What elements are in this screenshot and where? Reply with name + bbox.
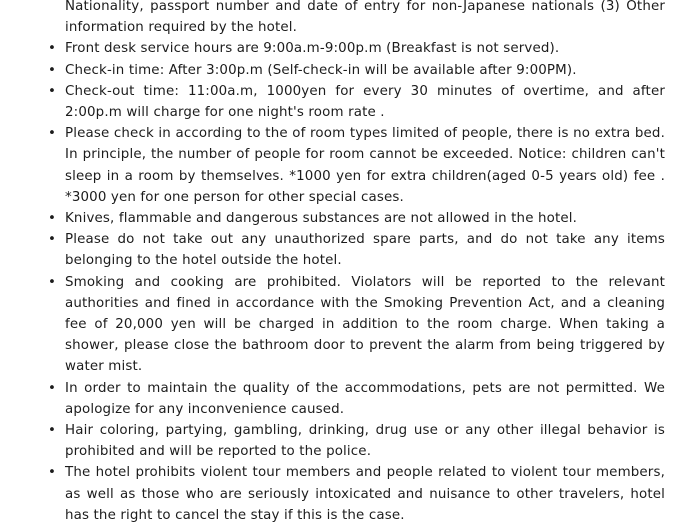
rule-item-pets <box>0 378 700 420</box>
rule-item-check-out <box>0 81 700 123</box>
rule-text: Hair coloring, partying, gambling, drinking, drug use or any other illegal behavior is prohibited and will be reported to the police. <box>65 423 665 460</box>
rule-text: Nationality, passport number and date of entry for non-Japanese nationals (3) Other information required by the hotel. <box>65 0 665 36</box>
rule-text: Smoking and cooking are prohibited. Violators will be reported to the relevant authorities and fined in accordance with the Smoking Prevention Act, and a cleaning fee of 20,000 yen will be charged in addition to the room charge. When taking a shower, please close the bathroom door to prevent the alarm from being triggered by water mist. <box>65 274 665 375</box>
rule-item-dangerous-items <box>0 208 700 229</box>
bullet-icon: • <box>47 126 57 142</box>
rule-text: Please check in according to the of room types limited of people, there is no extra bed. In principle, the number of people for room cannot be exceeded. Notice: children can't sleep in a room by themselves. *1000 yen for extra children(aged 0-5 years old) fee . *3000 yen for one person for other special cases. <box>65 126 665 205</box>
rule-text: Check-out time: 11:00a.m, 1000yen for every 30 minutes of overtime, and after 2:00p.m will charge for one night's room rate . <box>65 83 665 121</box>
rule-item-illegal-behavior <box>0 420 700 462</box>
rule-item-smoking-cooking <box>0 272 700 378</box>
bullet-icon: • <box>47 83 57 99</box>
rule-text: Front desk service hours are 9:00a.m-9:00p.m (Breakfast is not served). <box>65 41 560 57</box>
bullet-icon: • <box>47 232 57 248</box>
rule-item-check-in <box>0 60 700 81</box>
rule-text: Check-in time: After 3:00p.m (Self-check-in will be available after 9:00PM). <box>65 62 577 78</box>
bullet-icon: • <box>47 465 57 481</box>
bullet-icon: • <box>47 423 57 439</box>
rule-item-continued <box>0 0 700 38</box>
rule-text: Please do not take out any unauthorized spare parts, and do not take any items belonging to the hotel outside the hotel. <box>65 232 665 269</box>
bullet-icon: • <box>47 62 57 78</box>
bullet-icon: • <box>47 380 57 396</box>
rule-text: Knives, flammable and dangerous substances are not allowed in the hotel. <box>65 211 578 227</box>
rule-text: In order to maintain the quality of the accommodations, pets are not permitted. We apologize for any inconvenience caused. <box>65 380 665 417</box>
bullet-icon: • <box>47 211 57 227</box>
bullet-icon: • <box>47 41 57 57</box>
rule-item-violent-members <box>0 462 700 526</box>
bullet-icon: • <box>47 274 57 290</box>
rule-item-room-occupancy <box>0 123 700 208</box>
rule-item-front-desk-hours <box>0 38 700 59</box>
rule-text: The hotel prohibits violent tour members and people related to violent tour members, as well as those who are seriously intoxicated and nuisance to other travelers, hotel has the right to cancel the stay if this is the case. <box>65 465 665 523</box>
rule-item-hotel-property <box>0 229 700 271</box>
